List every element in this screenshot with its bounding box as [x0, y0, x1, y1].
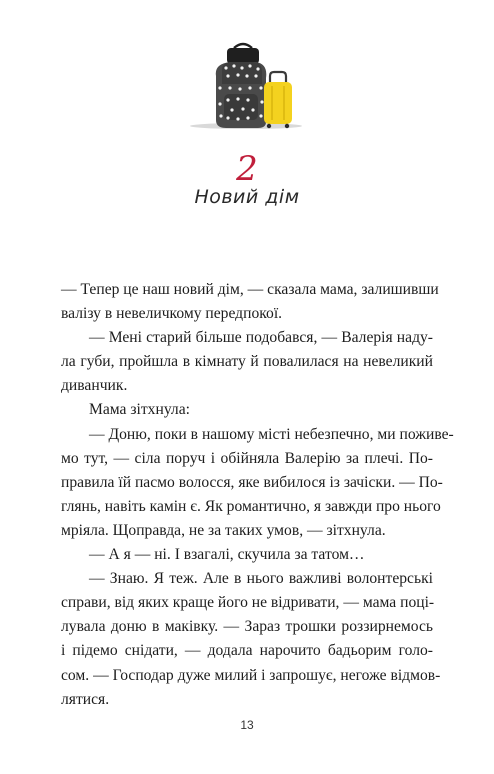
paragraph — [61, 398, 433, 422]
chapter-title: Новий дім — [194, 186, 300, 208]
text-line: і підемо снідати, — додала нарочито бадьорим голо- — [61, 642, 433, 660]
text-line: — Знаю. Я теж. Але в нього важливі волонтерські — [89, 570, 433, 588]
text-line: — Мені старий більше подобався, — Валерія наду- — [89, 329, 433, 347]
text-line: диванчик. — [61, 377, 128, 395]
text-line: — Доню, поки в нашому місті небезпечно, ми поживе- — [89, 425, 454, 443]
text-line: — А я — ні. І взагалі, скучила за татом… — [89, 546, 365, 564]
text-body — [61, 278, 454, 712]
text-line: правила їй пасмо волосся, яке вибилося із зачіски. — По- — [61, 473, 443, 491]
text-line: мріяла. Щоправда, не за таких умов, — зітхнула. — [61, 521, 386, 539]
paragraph — [61, 423, 454, 543]
text-line: ла губи, пройшла в кімнату й повалилася на невеликий — [61, 353, 433, 371]
text-line: валізу в невеличкому передпокої. — [61, 305, 283, 323]
text-line: Мама зітхнула: — [89, 401, 190, 419]
paragraph — [61, 543, 433, 567]
text-line: глянь, навіть камін є. Як романтично, я завжди про нього — [61, 497, 441, 515]
text-line: мо тут, — сіла поруч і обійняла Валерію за плечі. По- — [61, 449, 433, 467]
text-line: справи, від яких краще його не відривати, — мама поці- — [61, 594, 435, 612]
luggage-illustration — [186, 38, 306, 138]
text-line: лятися. — [61, 690, 110, 708]
page-number: 13 — [240, 718, 254, 732]
text-line: — Тепер це наш новий дім, — сказала мама, залишивши — [61, 281, 439, 298]
text-line: лувала доню в маківку. — Зараз трошки роззирнемось — [61, 618, 433, 636]
paragraph — [61, 278, 439, 326]
chapter-number: 2 — [236, 149, 258, 189]
paragraph — [61, 326, 433, 398]
paragraph — [61, 567, 441, 712]
text-line: сом. — Господар дуже милий і запрошує, негоже відмов- — [61, 666, 441, 684]
